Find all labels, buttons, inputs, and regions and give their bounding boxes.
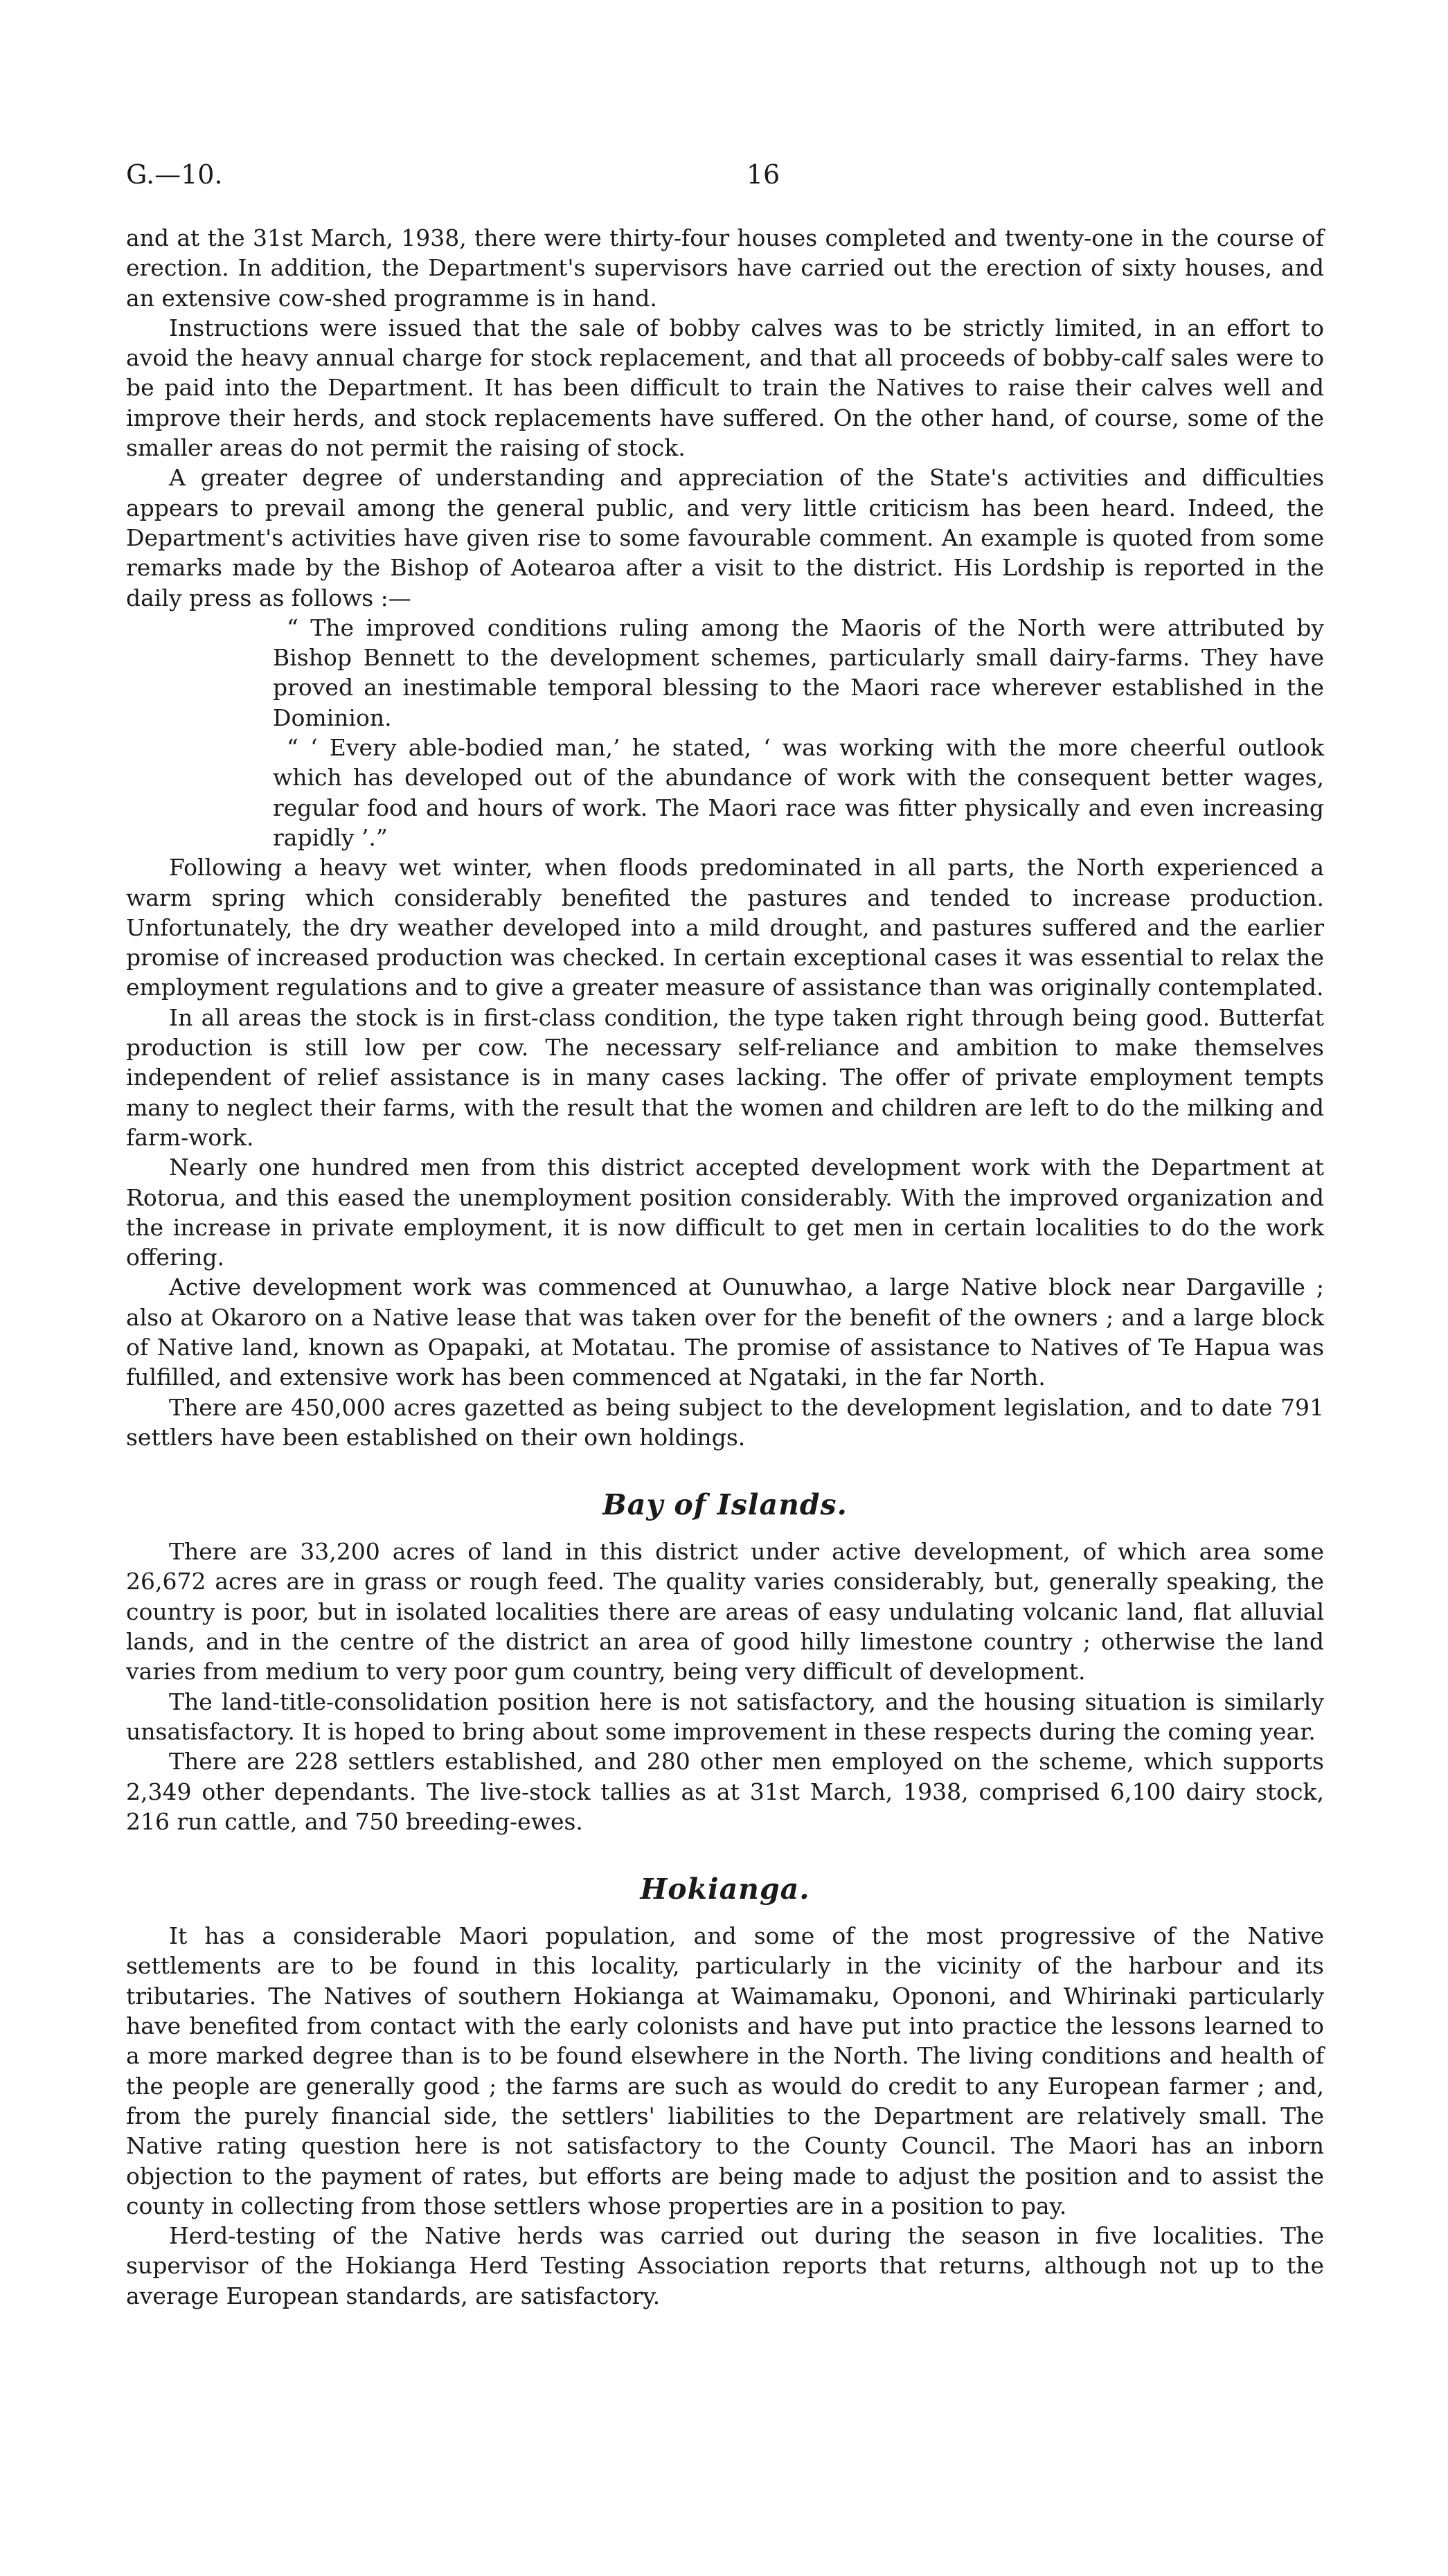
paragraph: In all areas the stock is in first-class condition, the type taken right through being good. Butterfat production is still low per cow. The necessary self-reliance and ambition to make themselves independent of relief assistance is in many cases lacking. The offer of private employment tempts many to neglect their farms, with the result that the women and children are left to do the milking and farm-work.	[126, 1003, 1324, 1151]
paragraph: Nearly one hundred men from this district accepted development work with the Department at Rotorua, and this eased the unemployment position considerably. With the improved organization and the increase in private employment, it is now difficult to get men in certain localities to do the work offering.	[126, 1154, 1324, 1271]
paragraph: Herd-testing of the Native herds was carried out during the season in five localities. The supervisor of the Hokianga Herd Testing Association reports that returns, although not up to the average European standards, are satisfactory.	[126, 2222, 1324, 2309]
page-body	[126, 223, 1324, 2311]
paragraph: Instructions were issued that the sale of bobby calves was to be strictly limited, in an effort to avoid the heavy annual charge for stock replacement, and that all proceeds of bobby-calf sales were to be paid into the Department. It has been difficult to train the Natives to raise their calves well and improve their herds, and stock replacements have suffered. On the other hand, of course, some of the smaller areas do not permit the raising of stock.	[126, 314, 1324, 462]
paragraph: There are 228 settlers established, and 280 other men employed on the scheme, which supports 2,349 other dependants. The live-stock tallies as at 31st March, 1938, comprised 6,100 dairy stock, 216 run cattle, and 750 breeding-ewes.	[126, 1748, 1324, 1835]
paragraph: It has a considerable Maori population, and some of the most progressive of the Native settlements are to be found in this locality, particularly in the vicinity of the harbour and its tributaries. The Natives of southern Hokianga at Waimamaku, Opononi, and Whirinaki particularly have benefited from contact with the early colonists and have put into practice the lessons learned to a more marked degree than is to be found elsewhere in the North. The living conditions and health of the people are generally good ; the farms are such as would do credit to any European farmer ; and, from the purely financial side, the settlers' liabilities to the Department are relatively small. The Native rating question here is not satisfactory to the County Council. The Maori has an inborn objection to the payment of rates, but efforts are being made to adjust the position and to assist the county in collecting from those settlers whose properties are in a position to pay.	[126, 1922, 1324, 2219]
paragraph: There are 450,000 acres gazetted as being subject to the development legislation, and to date 791 settlers have been established on their own holdings.	[126, 1393, 1324, 1451]
document-reference: G.—10.	[126, 159, 223, 190]
page-number: 16	[746, 159, 780, 190]
section-heading-bay-of-islands: Bay of Islands.	[602, 1488, 848, 1522]
block-quote: “ The improved conditions ruling among the Maoris of the North were attributed by Bishop Bennett to the development schemes, particularly small dairy-farms. They have proved an inestimable temporal blessing to the Maori race wherever established in the Dominion.	[273, 614, 1324, 731]
paragraph: Active development work was commenced at Ounuwhao, a large Native block near Dargaville ; also at Okaroro on a Native lease that was taken over for the benefit of the owners ; and a large block of Native land, known as Opapaki, at Motatau. The promise of assistance to Natives of Te Hapua was fulfilled, and extensive work has been commenced at Ngataki, in the far North.	[126, 1273, 1324, 1391]
paragraph: Following a heavy wet winter, when floods predominated in all parts, the North experienced a warm spring which considerably benefited the pastures and tended to increase production. Unfortunately, the dry weather developed into a mild drought, and pastures suffered and the earlier promise of increased production was checked. In certain exceptional cases it was essential to relax the employment regulations and to give a greater measure of assistance than was originally contemplated.	[126, 854, 1324, 1001]
page-header	[126, 158, 1324, 191]
block-quote: “ ‘ Every able-bodied man,’ he stated, ‘ was working with the more cheerful outlook which has developed out of the abundance of work with the consequent better wages, regular food and hours of work. The Maori race was fitter physically and even increasing rapidly ’.”	[273, 734, 1324, 851]
paragraph: and at the 31st March, 1938, there were thirty-four houses completed and twenty-one in the course of erection. In addition, the Department's supervisors have carried out the erection of sixty houses, and an extensive cow-shed programme is in hand.	[126, 224, 1324, 312]
paragraph: The land-title-consolidation position here is not satisfactory, and the housing situation is similarly unsatisfactory. It is hoped to bring about some improvement in these respects during the coming year.	[126, 1688, 1324, 1745]
paragraph: A greater degree of understanding and appreciation of the State's activities and difficulties appears to prevail among the general public, and very little criticism has been heard. Indeed, the Department's activities have given rise to some favourable comment. An example is quoted from some remarks made by the Bishop of Aotearoa after a visit to the district. His Lordship is reported in the daily press as follows :—	[126, 464, 1324, 611]
paragraph: There are 33,200 acres of land in this district under active development, of which area some 26,672 acres are in grass or rough feed. The quality varies considerably, but, generally speaking, the country is poor, but in isolated localities there are areas of easy undulating volcanic land, flat alluvial lands, and in the centre of the district an area of good hilly limestone country ; otherwise the land varies from medium to very poor gum country, being very difficult of development.	[126, 1538, 1324, 1685]
section-heading-hokianga: Hokianga.	[640, 1872, 810, 1906]
